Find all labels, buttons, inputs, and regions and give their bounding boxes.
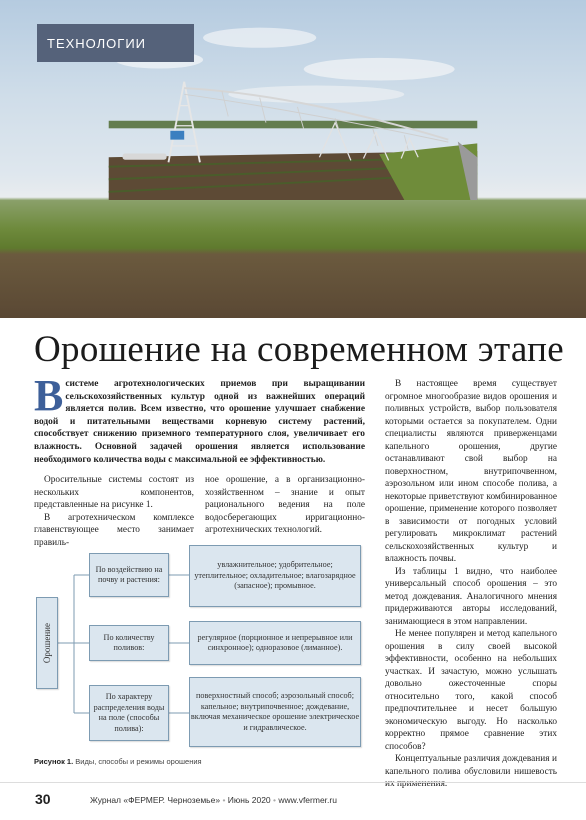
footer-line [90, 795, 337, 805]
paragraph: Не менее популярен и метод капельного орошения в силу своей высокой эффективности, особенно на небольших участках. И зачастую, можно услышать довольно ожесточенные споры относительно того, какой способ предпочтительнее и несет большую экономическую выгоду. Но насколько корректно прямое сравнение этих способов? [385, 629, 557, 752]
issue-date: Июнь 2020 [227, 795, 271, 805]
column-3 [385, 378, 557, 791]
paragraph: В агротехническом комплексе главенствующее место занимает правиль- [34, 512, 194, 548]
paragraph: Концептуальные различия дождевания и капельного полива обусловили нишевость их применения. [385, 754, 557, 789]
column-2 [205, 474, 365, 537]
diagram-values-box: увлажнительное; удобрительное; утеплительное; охладительное; влагозарядное (запасное); промывное. [189, 545, 361, 607]
irrigation-photo [0, 0, 586, 318]
diagram-category-box: По воздействию на почву и растения: [89, 553, 169, 597]
caption-label: Рисунок 1. [34, 757, 74, 766]
paragraph: В настоящее время существует огромное многообразие видов орошения и поливных устройств, выбор пользователя которыми остается за покупателем. Одни специалисты являются приверженцами капельного орошения, другие останавливают свой выбор на поверхностном, внутрипочвенном, аэрозольном или ином способе полива, а некоторые приветствуют комбинированное орошение, применение которого позволяет в зависимости от погодных условий регулировать микроклимат растений сельскохозяйственных культур и влажность почвы. [385, 379, 557, 564]
article-headline: Орошение на современном этапе [34, 329, 564, 370]
diagram-category-box: По количеству поливов: [89, 625, 169, 661]
diagram-values-box: регулярное (порционное и непрерывное или синхронное); одноразовое (лиманное). [189, 621, 361, 665]
diagram-category-box: По характеру распределения воды на поле (способы полива): [89, 685, 169, 741]
dropcap-letter: В [34, 371, 64, 420]
diagram-values-box: поверхностный способ; аэрозольный способ; капельное; внутрипочвенное; дождевание, включая механическое орошение электрическое и гидравлическое. [189, 677, 361, 747]
lead-text: системе агротехнологических приемов при выращивании сельскохозяйственных культур одной из важнейших операций является полив. Всем известно, что орошение улучшает снабжение водой и питательными веществами корневую систему растений, способствует снижению приземного температурного слоя, увеличивает его влажность. Основной задачей орошения является использование необходимого количества воды с максимальной ее эффективностью. [34, 379, 365, 465]
page-number: 30 [35, 791, 51, 807]
separator-dot: • [222, 795, 228, 805]
paragraph: Из таблицы 1 видно, что наиболее универсальный способ орошения – это метод дождевания. Аналогичного мнения придерживаются авторы исследований, занимающиеся в этом направлении. [385, 566, 557, 627]
paragraph: ное орошение, а в организационно-хозяйственном – знание и опыт рационального ведения на поле водосберегающих ирригационно-агротехнических технологий. [205, 475, 365, 535]
caption-text: Виды, способы и режимы орошения [73, 757, 202, 766]
figure-caption [34, 757, 202, 766]
diagram-root-label: Орошение [41, 622, 52, 664]
diagram-root-box [36, 597, 58, 689]
irrigation-diagram [34, 545, 369, 750]
section-tag: ТЕХНОЛОГИИ [37, 24, 194, 62]
column-1 [34, 474, 194, 549]
page-footer [0, 782, 586, 820]
journal-name: Журнал «ФЕРМЕР. Черноземье» [90, 795, 221, 805]
lead-paragraph [34, 371, 365, 466]
separator-dot: • [273, 795, 279, 805]
paragraph: Оросительные системы состоят из нескольких компонентов, представленные на рисунке 1. [34, 475, 194, 510]
website-link[interactable]: www.vfermer.ru [278, 795, 337, 805]
